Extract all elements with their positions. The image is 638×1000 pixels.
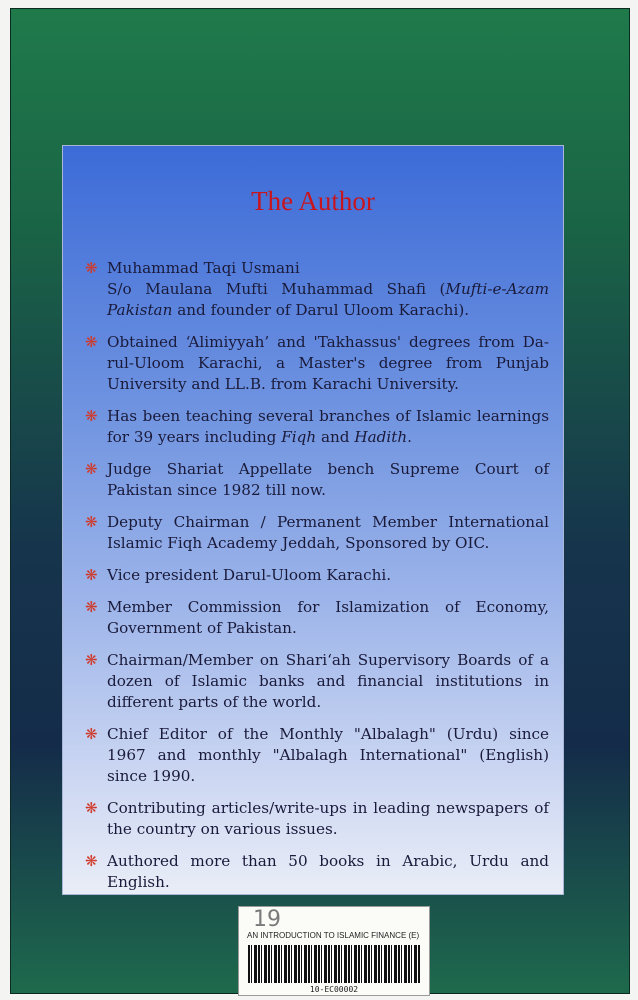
item-emphasis: Pakistan (107, 301, 173, 319)
item-text: Member Commission for Islamization of Economy, Government of Pakistan. (107, 598, 549, 637)
item-text: Chief Editor of the Monthly "Albalagh" (Urdu) since 1967 and monthly "Albalagh International" (English) since 1990. (107, 725, 549, 785)
asterisk-bullet-icon: ❋ (85, 333, 98, 351)
asterisk-bullet-icon: ❋ (85, 651, 98, 669)
item-emphasis: Fiqh (281, 428, 317, 446)
item-text: Authored more than 50 books in Arabic, Urdu and English. (107, 852, 549, 891)
item-text: and (316, 428, 355, 446)
asterisk-bullet-icon: ❋ (85, 725, 98, 743)
barcode-icon (248, 945, 420, 983)
sticker-book-title: AN INTRODUCTION TO ISLAMIC FINANCE (E) (247, 931, 420, 940)
barcode-sticker (238, 906, 430, 996)
list-item (85, 512, 549, 554)
asterisk-bullet-icon: ❋ (85, 259, 98, 277)
handwritten-number: 19 (253, 907, 281, 932)
author-name: Muhammad Taqi Usmani (107, 259, 300, 277)
item-emphasis: Hadith (354, 428, 408, 446)
list-item (85, 332, 549, 395)
item-text: Chairman/Member on Shari‘ah Supervisory Boards of a dozen of Islamic banks and financial institutions in different parts of the world. (107, 651, 549, 711)
item-text: Deputy Chairman / Permanent Member International Islamic Fiqh Academy Jeddah, Sponsored by OIC. (107, 513, 549, 552)
list-item (85, 459, 549, 501)
list-item (85, 650, 549, 713)
author-details-list (85, 258, 549, 904)
list-item (85, 597, 549, 639)
book-back-cover (10, 8, 630, 994)
item-text: Has been teaching several branches of Islamic learnings for 39 years including (107, 407, 549, 446)
item-text: Judge Shariat Appellate bench Supreme Court of Pakistan since 1982 till now. (107, 460, 549, 499)
item-text: S/o Maulana Mufti Muhammad Shafi ( (107, 280, 446, 298)
asterisk-bullet-icon: ❋ (85, 407, 98, 425)
list-item (85, 798, 549, 840)
list-item (85, 724, 549, 787)
asterisk-bullet-icon: ❋ (85, 799, 98, 817)
item-text: Contributing articles/write-ups in leading newspapers of the country on various issues. (107, 799, 549, 838)
list-item (85, 258, 549, 321)
item-text: Obtained ‘Alimiyyah’ and 'Takhassus' degrees from Da-rul-Uloom Karachi, a Master's degree from Punjab University and LL.B. from Karachi University. (107, 333, 549, 393)
asterisk-bullet-icon: ❋ (85, 566, 98, 584)
item-emphasis: Mufti-e-Azam (445, 280, 549, 298)
author-panel (62, 145, 564, 895)
item-text: and founder of Darul Uloom Karachi). (172, 301, 470, 319)
asterisk-bullet-icon: ❋ (85, 460, 98, 478)
sticker-code: 10-EC00002 (309, 985, 359, 994)
item-text: Vice president Darul-Uloom Karachi. (107, 566, 392, 584)
list-item (85, 851, 549, 893)
list-item (85, 565, 549, 586)
asterisk-bullet-icon: ❋ (85, 513, 98, 531)
panel-title: The Author (251, 186, 375, 216)
list-item (85, 406, 549, 448)
asterisk-bullet-icon: ❋ (85, 598, 98, 616)
asterisk-bullet-icon: ❋ (85, 852, 98, 870)
item-text: . (407, 428, 412, 446)
